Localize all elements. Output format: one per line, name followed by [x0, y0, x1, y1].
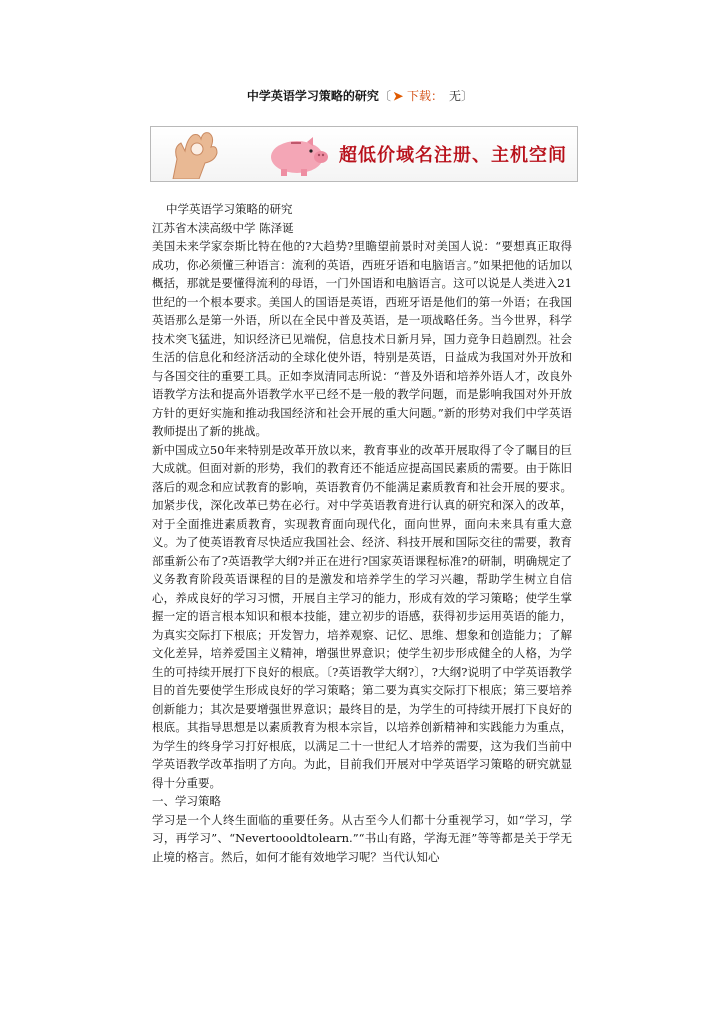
- download-value: 无: [449, 89, 462, 103]
- download-label[interactable]: 下载：: [407, 89, 444, 103]
- ok-hand-icon: [163, 129, 221, 179]
- article-body: [152, 200, 572, 866]
- piggy-bank-icon: [261, 133, 331, 177]
- article-title: 中学英语学习策略的研究: [166, 202, 293, 216]
- section-heading: 一、学习策略: [152, 794, 221, 808]
- bracket-close: 〕: [461, 89, 474, 103]
- bracket-open: 〔: [378, 89, 391, 103]
- article-author: 江苏省木渎高级中学 陈泽诞: [152, 220, 294, 235]
- article-paragraph: 美国未来学家奈斯比特在他的?大趋势?里瞻望前景时对美国人说：“要想真正取得成功，你必须懂三种语言：流利的英语，西班牙语和电脑语言。”如果把他的话加以概括，那就是要懂得流利的母语，一门外国语和电脑语言。这可以说是人类进入21世纪的一个根本要求。美国人的国语是英语，西班牙语是他们的第一外语；在我国英语那么是第一外语，所以在全民中普及英语，是一项战略任务。当今世界，科学技术突飞猛进，知识经济已见端倪，信息技术日新月异，国力竞争日趋剧烈。社会生活的信息化和经济活动的全球化使外语，特别是英语，日益成为我国对外开放和与各国交往的重要工具。正如李岚清同志所说：“普及外语和培养外语人才，改良外语教学方法和提高外语教学水平已经不是一般的教学问题，而是影响我国对外开放方针的更好实施和推动我国经济和社会开展的重大问题。”新的形势对我们中学英语教师提出了新的挑战。: [152, 239, 572, 438]
- page-header: [0, 88, 720, 104]
- article-paragraph: 新中国成立50年来特别是改革开放以来，教育事业的改革开展取得了令了瞩目的巨大成就。但面对新的形势，我们的教育还不能适应提高国民素质的需要。由于陈旧落后的观念和应试教育的影响，英语教育仍不能满足素质教育和社会开展的要求。加紧步伐，深化改革已势在必行。对中学英语教育进行认真的研究和深入的改革，对于全面推进素质教育，实现教育面向现代化，面向世界，面向未来具有重大意义。为了使英语教育尽快适应我国社会、经济、科技开展和国际交往的需要，教育部重新公布了?英语教学大纲?并正在进行?国家英语课程标准?的研制，明确规定了义务教育阶段英语课程的目的是激发和培养学生的学习兴趣，帮助学生树立自信心，养成良好的学习习惯，开展自主学习的能力，形成有效的学习策略；使学生掌握一定的语言根本知识和根本技能，建立初步的语感，获得初步运用英语的能力，为真实交际打下根底；开发智力，培养观察、记忆、思维、想象和创造能力；了解文化差异，培养爱国主义精神，增强世界意识；使学生初步形成健全的人格，为学生的可持续开展打下良好的根底。〔?英语教学大纲?〕，?大纲?说明了中学英语教学目的首先要使学生形成良好的学习策略；第二要为真实交际打下根底；第三要培养创新能力；其次是要增强世界意识；最终目的是，为学生的可持续开展打下良好的根底。其指导思想是以素质教育为根本宗旨，以培养创新精神和实践能力为重点，为学生的终身学习打好根底，以满足二十一世纪人才培养的需要，这为我们当前中学英语教学改革指明了方向。为此，目前我们开展对中学英语学习策略的研究就显得十分重要。: [152, 442, 572, 790]
- article-paragraph: 学习是一个人终生面临的重要任务。从古至今人们都十分重视学习，如“学习，学习，再学习”、“Nevertoooldtolearn.”“书山有路，学海无涯”等等都是关于学无止境的格言。然后，如何才能有效地学习呢？当代认知心: [152, 812, 572, 864]
- ad-banner[interactable]: [150, 126, 578, 182]
- ad-text: 超低价域名注册、主机空间: [339, 145, 567, 166]
- page-title: 中学英语学习策略的研究: [246, 89, 379, 103]
- arrow-right-icon: ➤: [392, 89, 404, 103]
